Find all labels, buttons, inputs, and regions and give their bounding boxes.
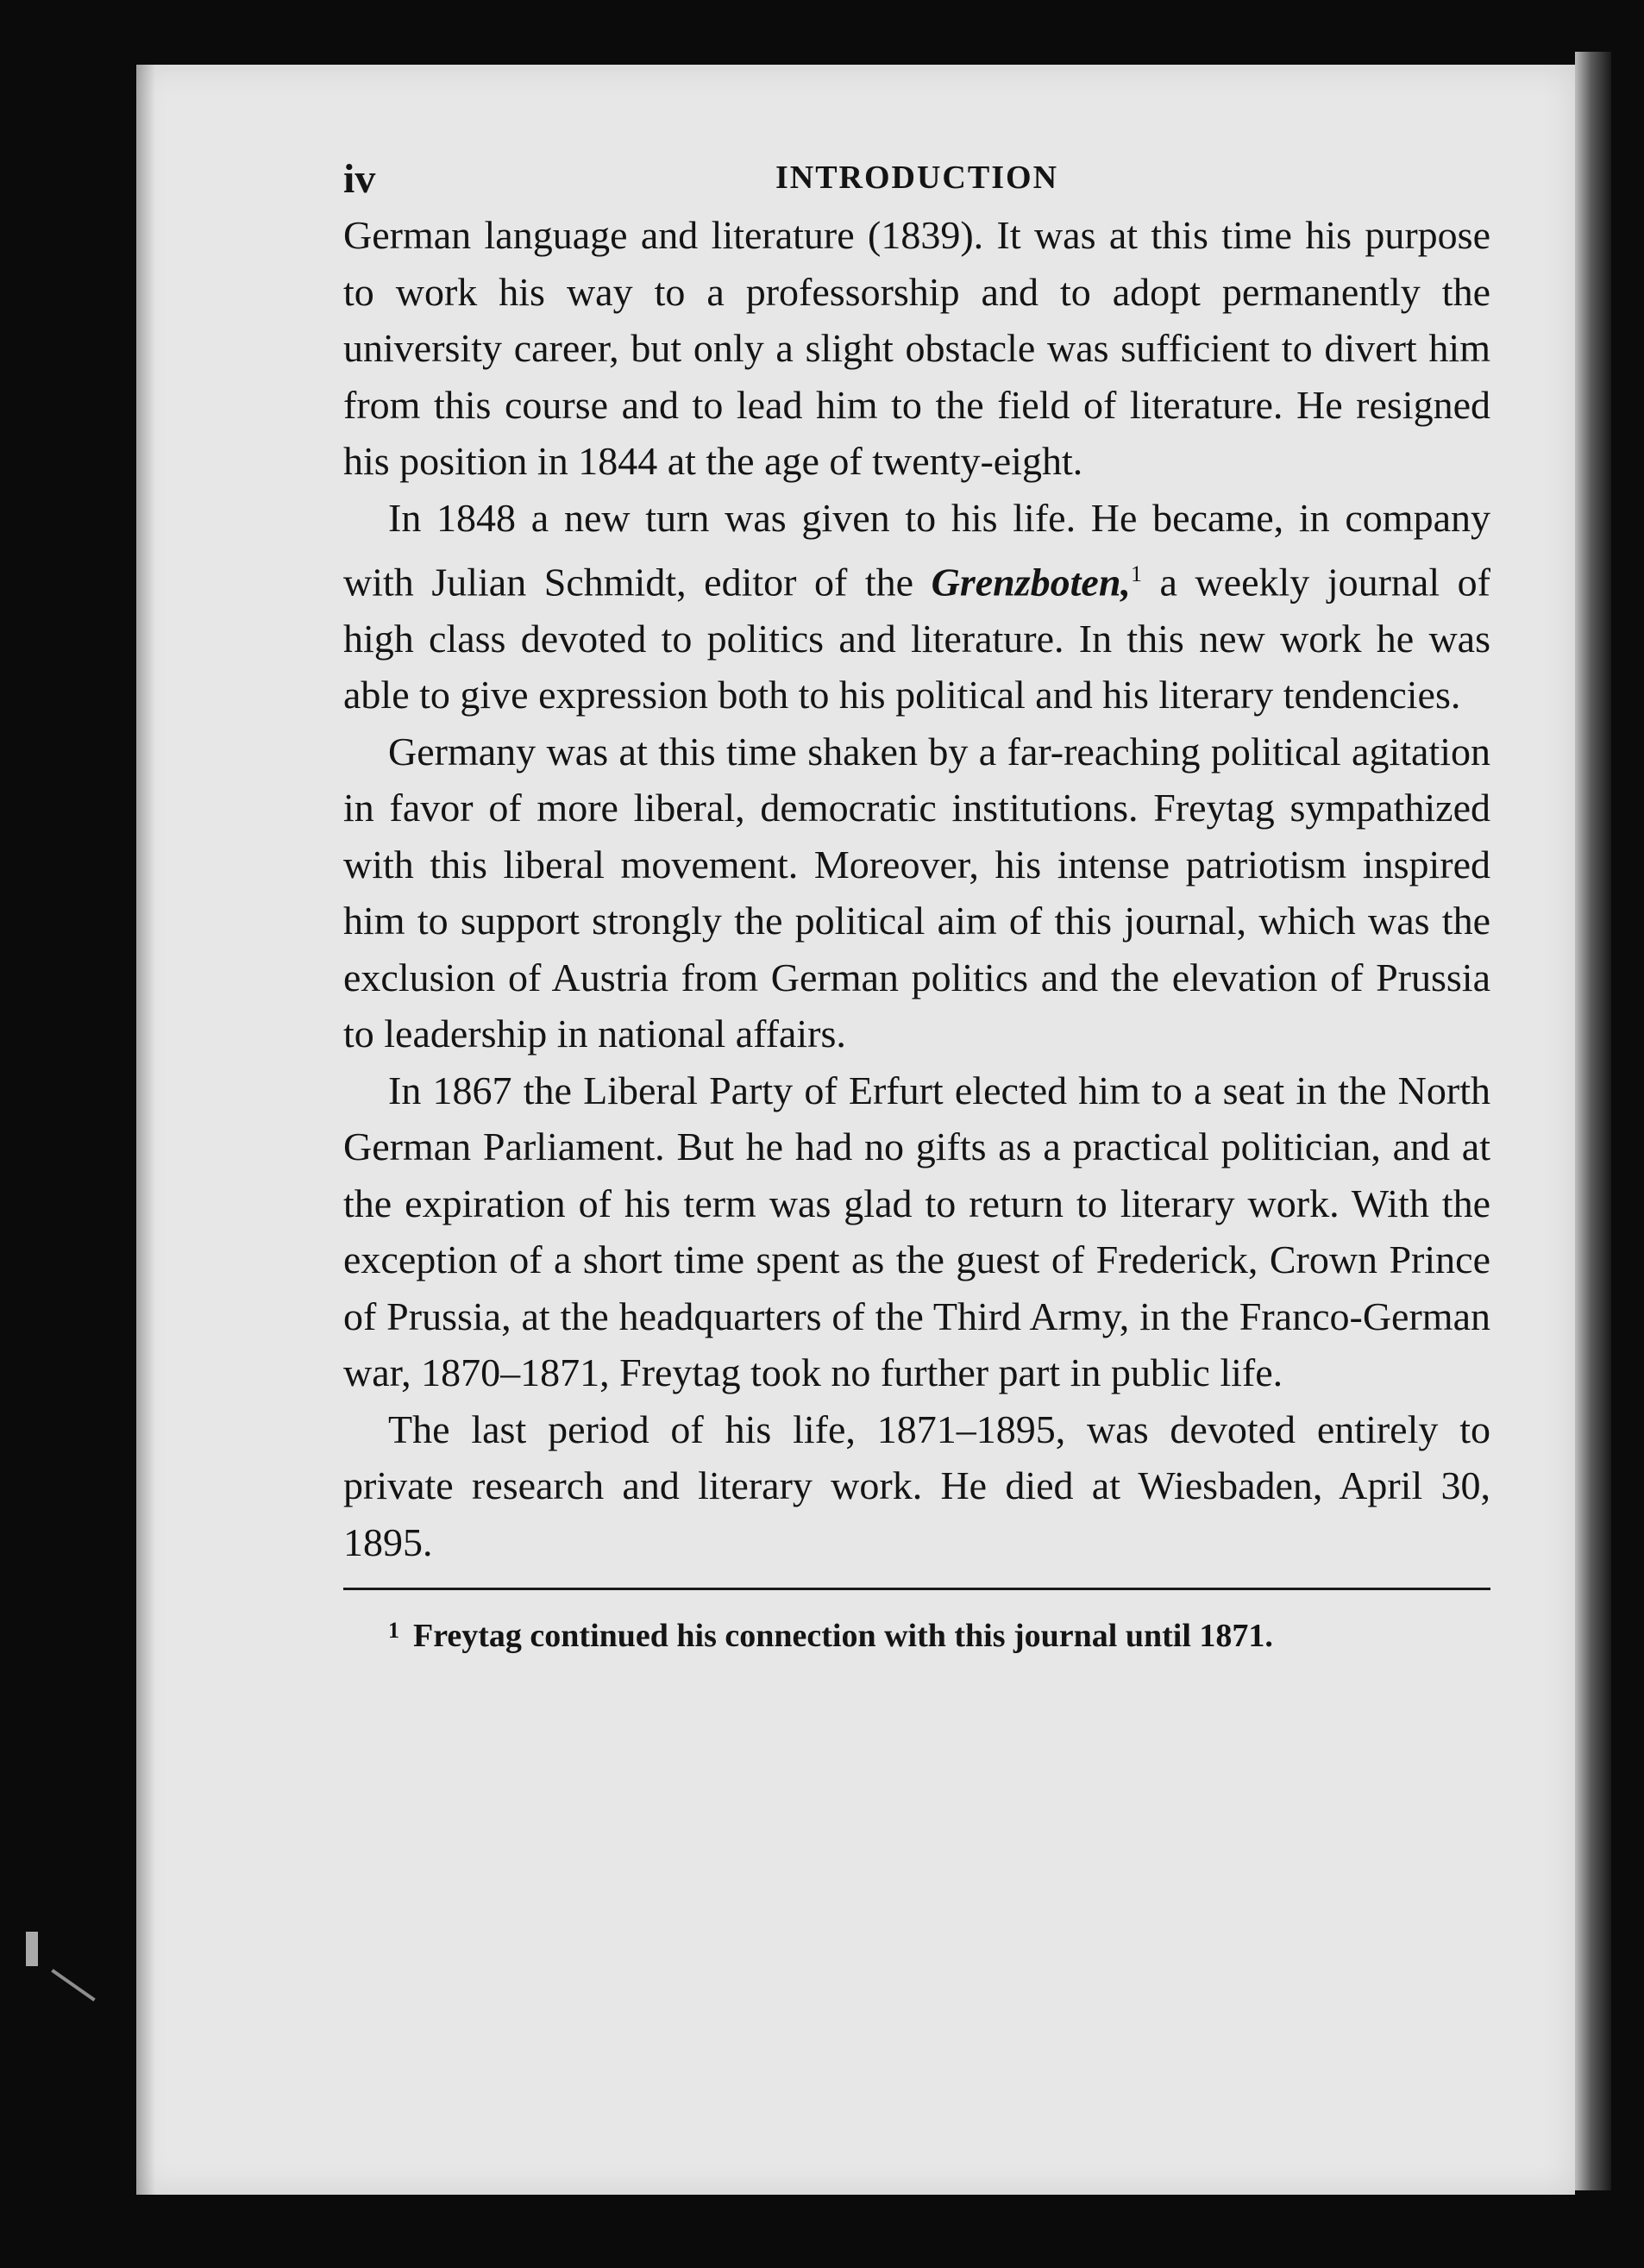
page-edge (1575, 52, 1611, 2190)
paragraph-2 (343, 490, 1490, 724)
paragraph-1: German language and literature (1839). It was at this time his purpose to work his way to a professorship and to adopt permanently the university career, but only a slight obstacle was sufficient to divert him from this course and to lead him to the field of literature. He resigned his position in 1844 at the age of twenty-eight. (343, 213, 1490, 483)
paragraph-2-lead: In 1848 a new turn was given to his life. He became, in company with Julian Schmidt, editor of the (343, 495, 1490, 605)
page-text (343, 147, 1490, 1657)
paragraph-2-tail: a weekly journal of high class devoted to politics and literature. In this new work he was able to give expression both to his political and his literary tendencies. (343, 560, 1491, 717)
footnote (388, 1609, 1490, 1657)
running-head: INTRODUCTION (775, 160, 1059, 196)
page-gutter-shadow (136, 65, 155, 2195)
journal-title: Grenzboten, (931, 560, 1131, 605)
scan-speck (26, 1932, 38, 1966)
scan-speck (51, 1969, 95, 2002)
paragraph-5: The last period of his life, 1871–1895, was devoted entirely to private research and literary work. He died at Wiesbaden, April 30, 1895. (343, 1407, 1490, 1564)
paragraph-3: Germany was at this time shaken by a far-reaching political agitation in favor of more liberal, democratic institutions. Freytag sympathized with this liberal movement. Moreover, his intense patriotism inspired him to support strongly the political aim of this journal, which was the exclusion of Austria from German politics and the elevation of Prussia to leadership in national affairs. (343, 729, 1490, 1056)
page-number: iv (343, 156, 376, 202)
footnote-divider (343, 1588, 1490, 1590)
footnote-marker: 1 (388, 1618, 399, 1644)
footnote-reference: 1 (1130, 561, 1142, 586)
page-header (343, 147, 1490, 207)
paragraph-4: In 1867 the Liberal Party of Erfurt elected him to a seat in the North German Parliament. But he had no gifts as a practical politician, and at the expiration of his term was glad to return to literary work. With the exception of a short time spent as the guest of Frederick, Crown Prince of Prussia, at the headquarters of the Third Army, in the Franco-German war, 1870–1871, Freytag took no further part in public life. (343, 1068, 1490, 1395)
footnote-text: Freytag continued his connection with this journal until 1871. (413, 1618, 1273, 1655)
